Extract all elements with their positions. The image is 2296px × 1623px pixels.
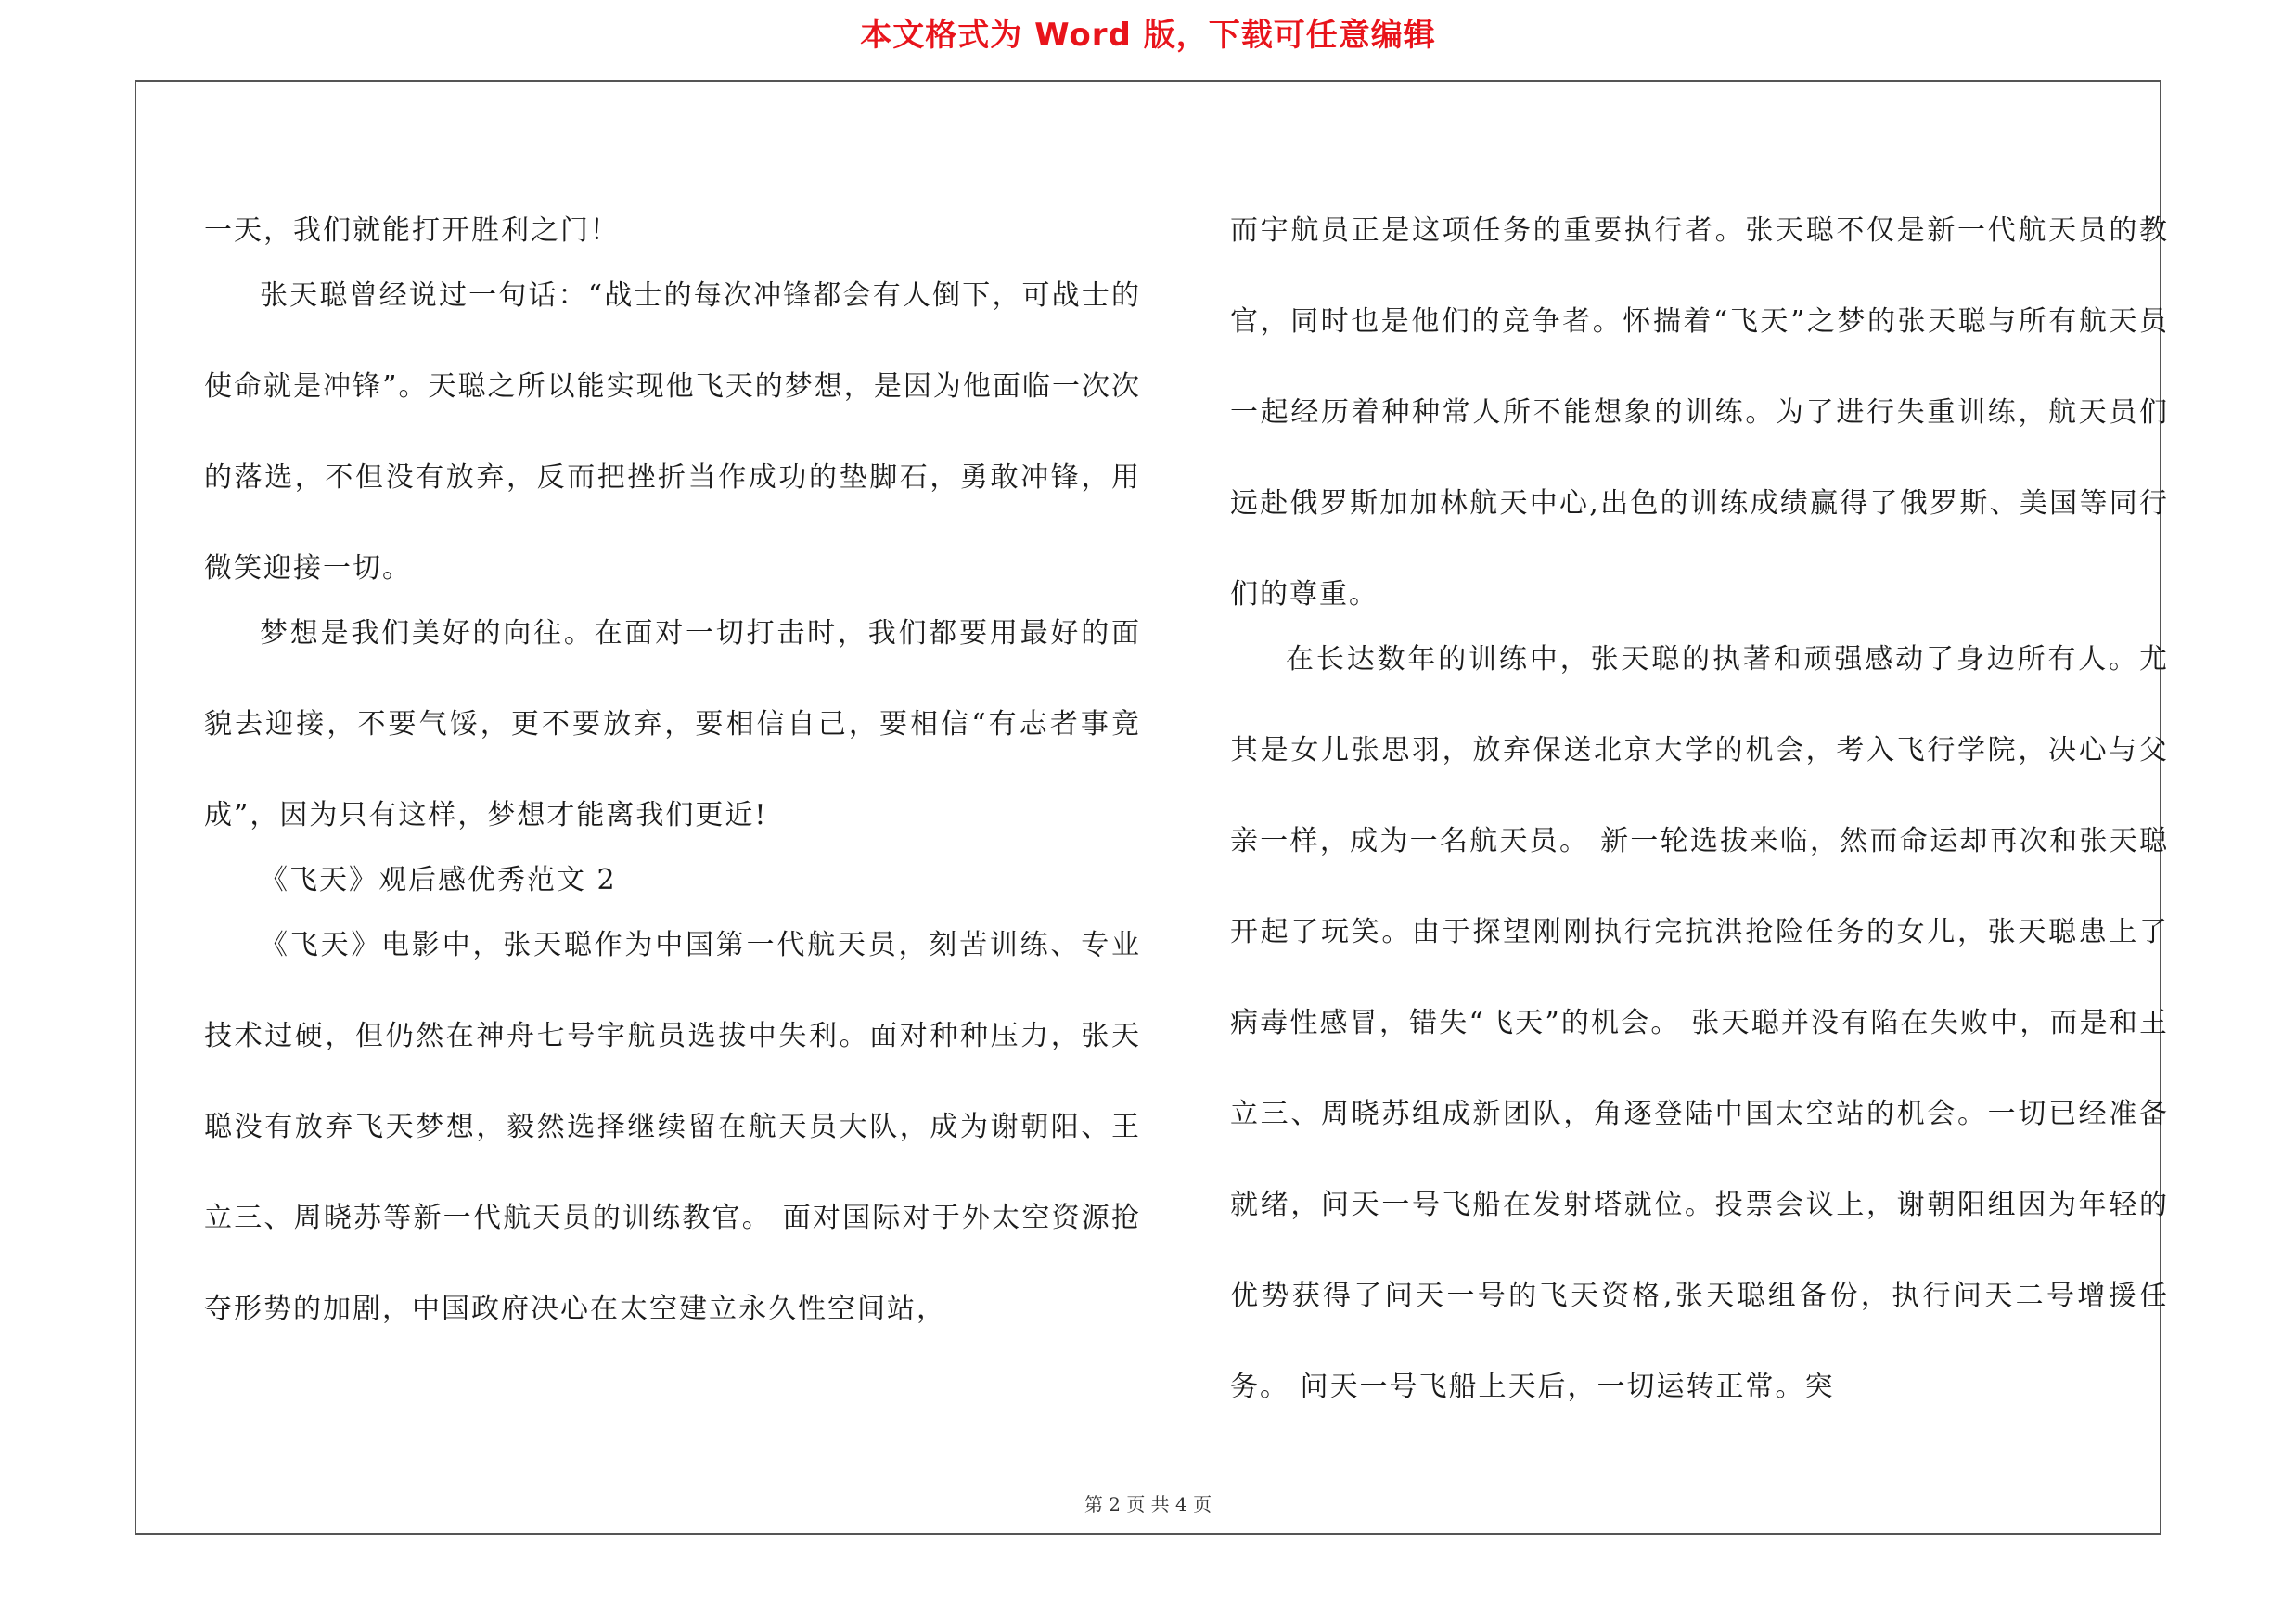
left-text-column (204, 186, 1141, 1355)
paragraph: 《飞天》电影中，张天聪作为中国第一代航天员，刻苦训练、专业技术过硬，但仍然在神舟七号宇航员选拔中失利。面对种种压力，张天聪没有放弃飞天梦想，毅然选择继续留在航天员大队，成为谢朝阳、王立三、周晓苏等新一代航天员的训练教官。 面对国际对于外太空资源抢夺形势的加剧，中国政府决心在太空建立永久性空间站， (204, 929, 1141, 1325)
paragraph: 而宇航员正是这项任务的重要执行者。张天聪不仅是新一代航天员的教官，同时也是他们的竞争者。怀揣着“飞天”之梦的张天聪与所有航天员一起经历着种种常人所不能想象的训练。为了进行失重训练，航天员们远赴俄罗斯加加林航天中心,出色的训练成绩赢得了俄罗斯、美国等同行们的尊重。 (1230, 214, 2169, 611)
paragraph: 一天，我们就能打开胜利之门！ (204, 214, 620, 247)
section-heading: 《飞天》观后感优秀范文 2 (260, 864, 617, 896)
paragraph: 梦想是我们美好的向往。在面对一切打击时，我们都要用最好的面貌去迎接，不要气馁，更不要放弃，要相信自己，要相信“有志者事竟成”，因为只有这样，梦想才能离我们更近! (204, 617, 1141, 831)
banner-text: 本文格式为 Word 版，下载可任意编辑 (860, 17, 1436, 54)
page-number: 第 2 页 共 4 页 (1084, 1493, 1212, 1515)
paragraph: 张天聪曾经说过一句话：“战士的每次冲锋都会有人倒下，可战士的使命就是冲锋”。天聪之所以能实现他飞天的梦想，是因为他面临一次次的落选，不但没有放弃，反而把挫折当作成功的垫脚石，勇敢冲锋，用微笑迎接一切。 (204, 279, 1141, 585)
paragraph: 在长达数年的训练中，张天聪的执著和顽强感动了身边所有人。尤其是女儿张思羽，放弃保送北京大学的机会，考入飞行学院，决心与父亲一样，成为一名航天员。 新一轮选拔来临，然而命运却再次和张天聪开起了玩笑。由于探望刚刚执行完抗洪抢险任务的女儿，张天聪患上了病毒性感冒，错失“飞天”的机会。 张天聪并没有陷在失败中，而是和王立三、周晓苏组成新团队，角逐登陆中国太空站的机会。一切已经准备就绪，问天一号飞船在发射塔就位。投票会议上，谢朝阳组因为年轻的优势获得了问天一号的飞天资格,张天聪组备份，执行问天二号增援任务。 问天一号飞船上天后，一切运转正常。突 (1230, 643, 2169, 1403)
document-banner (0, 9, 2296, 55)
right-text-column (1230, 186, 2169, 1433)
